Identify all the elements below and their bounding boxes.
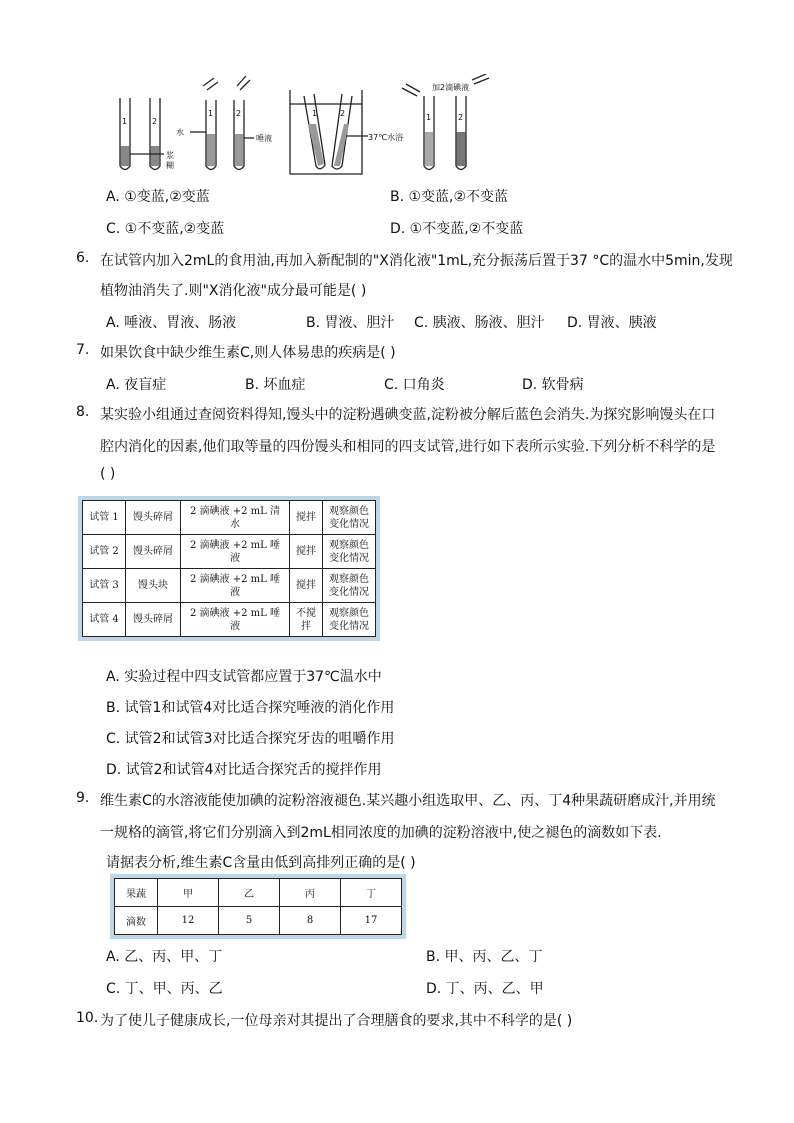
table-row: 试管 3 馒头块 2 滴碘液 +2 mL 唾液 搅拌 观察颜色变化情况 (83, 569, 376, 603)
svg-text:1: 1 (426, 113, 432, 122)
q9-option-d[interactable]: D. 丁、丙、乙、甲 (426, 981, 544, 997)
q8-stem-line2: 腔内消化的因素,他们取等量的四份馒头和相同的四支试管,进行如下表所示实验.下列分析不科学的是 (100, 439, 716, 455)
q8-stem-line1: 某实验小组通过查阅资料得知,馒头中的淀粉遇碘变蓝,淀粉被分解后蓝色会消失.为探究影响馒头在口 (100, 407, 716, 423)
q5-option-b[interactable]: B. ①变蓝,②不变蓝 (390, 189, 509, 205)
q9-stem-line1: 维生素C的水溶液能使加碘的淀粉溶液褪色.某兴趣小组选取甲、乙、丙、丁4种果蔬研磨成汁,并用统 (100, 793, 716, 809)
q9-number: 9. (76, 790, 90, 806)
q6-stem-line2: 植物油消失了.则"X消化液"成分最可能是( ) (100, 283, 367, 299)
table-row: 滴数 12 5 8 17 (115, 907, 402, 935)
q6-option-b[interactable]: B. 胃液、胆汁 (306, 315, 395, 331)
q7-option-c[interactable]: C. 口角炎 (384, 377, 445, 393)
q6-option-c[interactable]: C. 胰液、肠液、胆汁 (414, 315, 545, 331)
svg-text:2: 2 (236, 109, 242, 118)
q7-number: 7. (76, 342, 90, 358)
paste-label: 浆糊 (166, 151, 174, 170)
svg-text:2: 2 (458, 113, 464, 122)
q8-experiment-table (82, 500, 376, 637)
q10-number: 10. (76, 1010, 99, 1026)
q7-option-b[interactable]: B. 坏血症 (245, 377, 306, 393)
q9-stem-line2: 一规格的滴管,将它们分别滴入到2mL相同浓度的加碘的淀粉溶液中,使之褪色的滴数如下表. (100, 825, 662, 841)
table-row: 试管 4 馒头碎屑 2 滴碘液 +2 mL 唾液 不搅拌 观察颜色变化情况 (83, 603, 376, 637)
q8-option-b[interactable]: B. 试管1和试管4对比适合探究唾液的消化作用 (106, 700, 395, 716)
table-row: 果蔬 甲 乙 丙 丁 (115, 879, 402, 907)
water-label: 水 (176, 128, 184, 137)
q6-stem-line1: 在试管内加入2mL的食用油,再加入新配制的"X消化液"1mL,充分振荡后置于37 °C的温水中5min,发现 (100, 253, 733, 269)
iodine-label: 加2滴碘液 (432, 83, 470, 92)
q7-option-d[interactable]: D. 软骨病 (522, 377, 584, 393)
q5-option-a[interactable]: A. ①变蓝,②变蓝 (106, 189, 210, 205)
table-row: 试管 1 馒头碎屑 2 滴碘液 +2 mL 清水 搅拌 观察颜色变化情况 (83, 501, 376, 535)
q5-option-d[interactable]: D. ①不变蓝,②不变蓝 (390, 221, 524, 237)
tube-2-label: 2 (152, 117, 158, 126)
q8-option-c[interactable]: C. 试管2和试管3对比适合探究牙齿的咀嚼作用 (106, 731, 395, 747)
svg-text:1: 1 (312, 109, 318, 118)
q5-option-c[interactable]: C. ①不变蓝,②变蓝 (106, 221, 225, 237)
q7-stem: 如果饮食中缺少维生素C,则人体易患的疾病是( ) (100, 345, 396, 361)
test-tube-experiment-figure (106, 74, 506, 182)
q8-number: 8. (76, 404, 90, 420)
table-row: 试管 2 馒头碎屑 2 滴碘液 +2 mL 唾液 搅拌 观察颜色变化情况 (83, 535, 376, 569)
q9-option-a[interactable]: A. 乙、丙、甲、丁 (106, 949, 223, 965)
q9-stem-line3: 请据表分析,维生素C含量由低到高排列正确的是( ) (106, 855, 416, 871)
svg-text:2: 2 (340, 109, 346, 118)
q10-stem: 为了使儿子健康成长,一位母亲对其提出了合理膳食的要求,其中不科学的是( ) (100, 1013, 573, 1029)
water-bath-label: 37℃水浴 (368, 133, 404, 142)
q8-option-d[interactable]: D. 试管2和试管4对比适合探究舌的搅拌作用 (106, 762, 382, 778)
q8-option-a[interactable]: A. 实验过程中四支试管都应置于37℃温水中 (106, 669, 382, 685)
svg-text:1: 1 (208, 109, 214, 118)
q6-number: 6. (76, 250, 90, 266)
q7-option-a[interactable]: A. 夜盲症 (106, 377, 167, 393)
q6-option-d[interactable]: D. 胃液、胰液 (567, 315, 657, 331)
q6-option-a[interactable]: A. 唾液、胃液、肠液 (106, 315, 237, 331)
q9-drop-count-table (114, 878, 402, 935)
tube-1-label: 1 (122, 117, 128, 126)
q9-option-c[interactable]: C. 丁、甲、丙、乙 (106, 981, 223, 997)
q9-option-b[interactable]: B. 甲、丙、乙、丁 (426, 949, 543, 965)
saliva-label: 唾液 (256, 134, 272, 143)
q8-stem-line3: ( ) (100, 466, 116, 482)
